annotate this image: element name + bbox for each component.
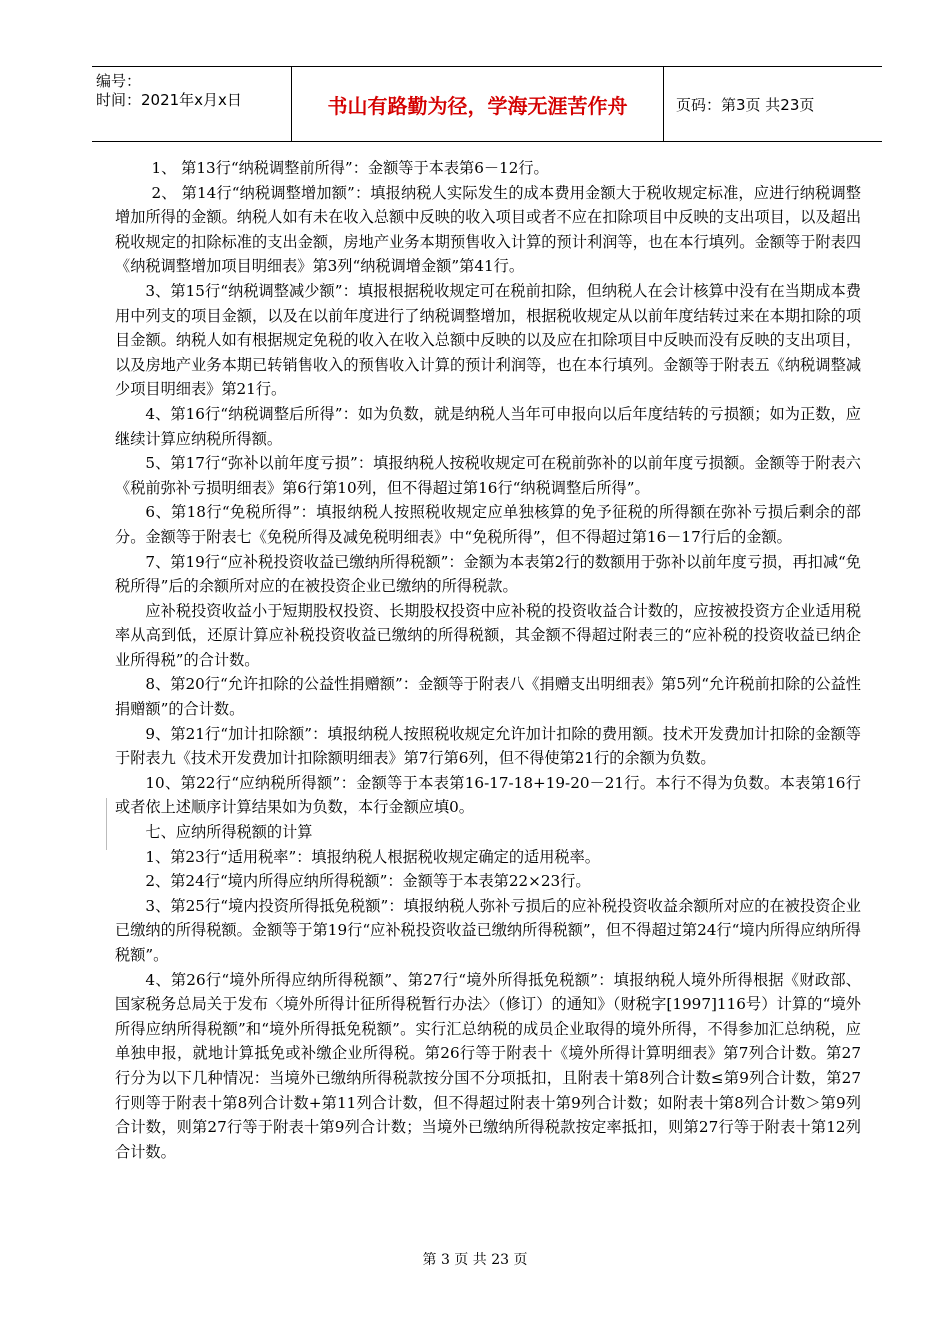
paragraph: 9、第21行“加计扣除额”：填报纳税人按照税收规定允许加计扣除的费用额。技术开发费加计扣除的金额等于附表九《技术开发费加计扣除额明细表》第7行第6列，但不得使第21行的余额为负数。 xyxy=(115,724,861,768)
paragraph: 2、第24行“境内所得应纳所得税额”：金额等于本表第22×23行。 xyxy=(145,872,591,891)
margin-mark xyxy=(106,798,107,850)
section-heading: 七、应纳所得税额的计算 xyxy=(145,823,313,842)
paragraph: 8、第20行“允许扣除的公益性捐赠额”：金额等于附表八《捐赠支出明细表》第5列“允许税前扣除的公益性捐赠额”的合计数。 xyxy=(115,675,861,719)
paragraph: 3、第15行“纳税调整减少额”：填报根据税收规定可在税前扣除，但纳税人在会计核算中没有在当期成本费用中列支的项目金额，以及在以前年度进行了纳税调整增加，根据税收规定从以前年度结转过来在本期扣除的项目金额。纳税人如有根据规定免税的收入在收入总额中反映的以及应在扣除项目中反映而没有反映的支出项目，以及房地产业务本期已转销售收入的预售收入计算的预计利润等，也在本行填列。金额等于附表五《纳税调整减少项目明细表》第21行。 xyxy=(115,281,861,399)
paragraph: 10、第22行“应纳税所得额”：金额等于本表第16-17-18+19-20－21行。本行不得为负数。本表第16行或者依上述顺序计算结果如为负数，本行金额应填0。 xyxy=(115,773,861,817)
paragraph: 4、第16行“纳税调整后所得”：如为负数，就是纳税人当年可申报向以后年度结转的亏损额；如为正数，应继续计算应纳税所得额。 xyxy=(115,404,861,448)
page-footer: 第 3 页 共 23 页 xyxy=(422,1252,528,1268)
header-meta xyxy=(92,67,292,141)
paragraph: 应补税投资收益小于短期股权投资、长期股权投资中应补税的投资收益合计数的，应按被投资方企业适用税率从高到低，还原计算应补税投资收益已缴纳的所得税额，其金额不得超过附表三的“应补税的投资收益已纳企业所得税”的合计数。 xyxy=(115,601,861,669)
time-label: 时间：2021年x月x日 xyxy=(96,91,242,109)
header-page-info: 页码：第3页 共23页 xyxy=(676,95,815,114)
paragraph: 7、第19行“应补税投资收益已缴纳所得税额”：金额为本表第2行的数额用于弥补以前年度亏损，再扣减“免税所得”后的余额所对应的在被投资企业已缴纳的所得税款。 xyxy=(115,552,861,596)
paragraph: 4、第26行“境外所得应纳所得税额”、第27行“境外所得抵免税额”：填报纳税人境外所得根据《财政部、国家税务总局关于发布〈境外所得计征所得税暂行办法〉（修订）的通知》（财税字[1997]116号）计算的“境外所得应纳所得税额”和“境外所得抵免税额”。实行汇总纳税的成员企业取得的境外所得，不得参加汇总纳税，应单独申报，就地计算抵免或补缴企业所得税。第26行等于附表十《境外所得计算明细表》第7列合计数。第27行分为以下几种情况：当境外已缴纳所得税款按分国不分项抵扣，且附表十第8列合计数≤第9列合计数，第27行则等于附表十第8列合计数+第11列合计数，但不得超过附表十第9列合计数；如附表十第8列合计数＞第9列合计数，则第27行等于附表十第9列合计数；当境外已缴纳所得税款按定率抵扣，则第27行等于附表十第12列合计数。 xyxy=(115,970,861,1161)
paragraph: 1、第23行“适用税率”：填报纳税人根据税收规定确定的适用税率。 xyxy=(145,847,600,866)
paragraph: 5、第17行“弥补以前年度亏损”：填报纳税人按税收规定可在税前弥补的以前年度亏损额。金额等于附表六《税前弥补亏损明细表》第6行第10列，但不得超过第16行“纳税调整后所得”。 xyxy=(115,454,861,497)
document-body xyxy=(115,156,861,1164)
header-motto: 书山有路勤为径，学海无涯苦作舟 xyxy=(292,67,664,141)
paragraph: 2、 第14行“纳税调整增加额”：填报纳税人实际发生的成本费用金额大于税收规定标准，应进行纳税调整增加所得的金额。纳税人如有未在收入总额中反映的收入项目或者不应在扣除项目中反映的支出项目，以及超出税收规定的扣除标准的支出金额，房地产业务本期预售收入计算的预计利润等，也在本行填列。金额等于附表四《纳税调整增加项目明细表》第3列“纳税调增金额”第41行。 xyxy=(115,183,861,276)
page-header xyxy=(92,66,882,142)
number-label: 编号： xyxy=(96,72,142,90)
paragraph: 3、第25行“境内投资所得抵免税额”：填报纳税人弥补亏损后的应补税投资收益余额所对应的在被投资企业已缴纳的所得税额。金额等于第19行“应补税投资收益已缴纳所得税额”，但不得超过第24行“境内所得应纳所得税额”。 xyxy=(115,896,861,964)
paragraph: 6、第18行“免税所得”：填报纳税人按照税收规定应单独核算的免予征税的所得额在弥补亏损后剩余的部分。金额等于附表七《免税所得及减免税明细表》中“免税所得”，但不得超过第16－17行后的金额。 xyxy=(115,503,861,546)
paragraph: 1、 第13行“纳税调整前所得”：金额等于本表第6－12行。 xyxy=(151,159,549,177)
